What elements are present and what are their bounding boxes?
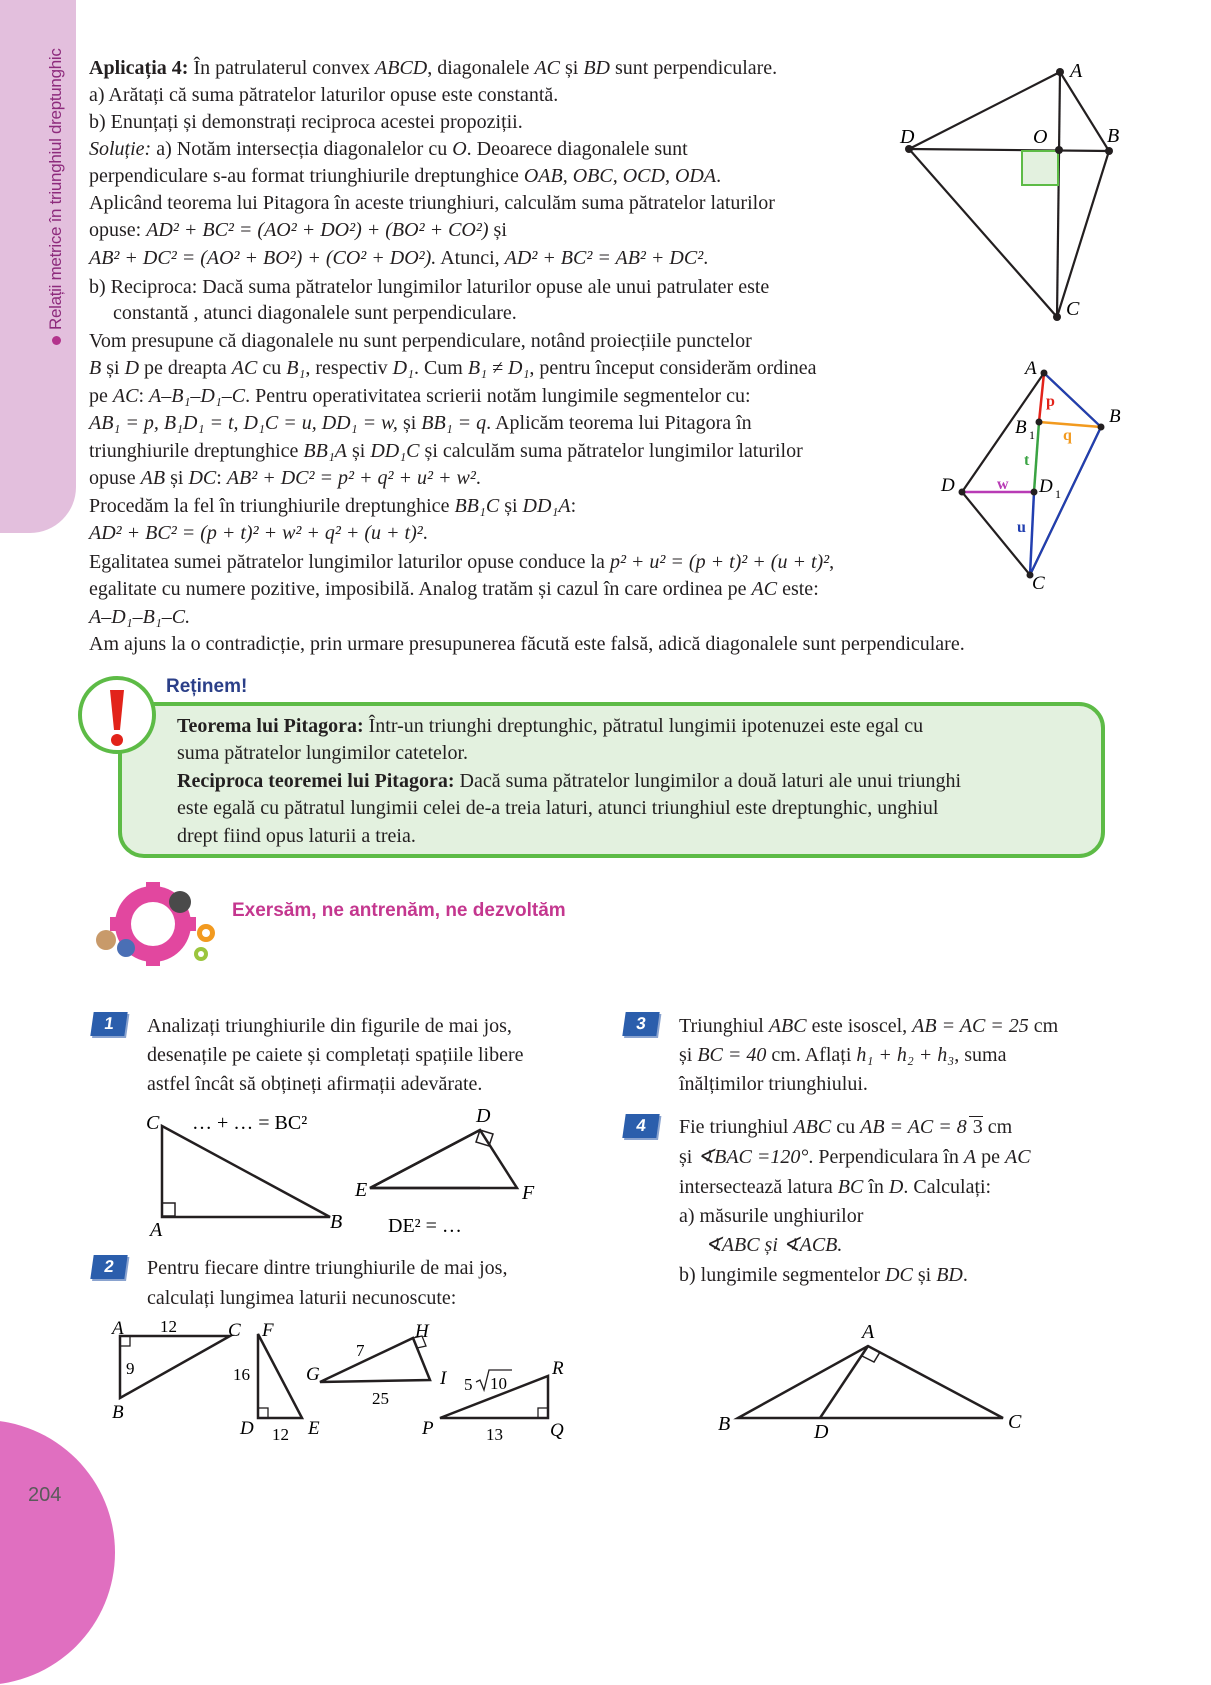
exercise-3-text: și BC = 40 cm. Aflați h₁ + h₂ + h₃, suma	[679, 1044, 1007, 1066]
label-d1: D	[1039, 476, 1053, 497]
text-line: pe AC: A–B₁–D₁–C. Pentru operativitatea scrierii notăm lungimile segmentelor cu:	[89, 385, 751, 407]
exercise-number-badge: 1	[90, 1012, 127, 1036]
side-length: 12	[272, 1425, 289, 1444]
label-c: C	[1008, 1411, 1022, 1433]
point-d	[959, 489, 966, 496]
label-u: u	[1017, 519, 1026, 536]
label-i: I	[440, 1368, 447, 1389]
text-line: a) Arătați că suma pătratelor laturilor opuse este constantă.	[89, 84, 559, 106]
exercise-2-text: calculați lungimea laturii necunoscute:	[147, 1287, 457, 1309]
exercise-3-text: Triunghiul ABC este isoscel, AB = AC = 25 cm	[679, 1015, 1059, 1037]
exercise-4-text: a) măsurile unghiurilor	[679, 1205, 864, 1227]
text-line: perpendiculare s-au format triunghiurile dreptunghice OAB, OBC, OCD, ODA.	[89, 165, 722, 187]
label-t: t	[1024, 452, 1030, 469]
segment-ad	[820, 1346, 868, 1418]
triangle-def	[370, 1130, 517, 1188]
triangle-def	[258, 1334, 302, 1418]
label-d1-sub: 1	[1055, 487, 1061, 501]
label-a: A	[112, 1318, 124, 1339]
retinem-line: suma pătratelor lungimilor catetelor.	[177, 742, 469, 764]
exercise-number-badge: 2	[90, 1255, 127, 1279]
point-b1	[1036, 419, 1043, 426]
text-line: Aplicând teorema lui Pitagora în aceste triunghiuri, calculăm suma pătratelor laturilor	[89, 192, 775, 214]
diagonal-ac	[1057, 72, 1060, 317]
exercise-4-figure	[710, 1318, 1040, 1448]
exercises-title: Exersăm, ne antrenăm, ne dezvoltăm	[232, 900, 566, 921]
side-length: 13	[486, 1425, 503, 1444]
label-a: A	[150, 1219, 163, 1241]
quadrilateral-abcd	[909, 72, 1109, 317]
exclamation-glyph	[82, 680, 152, 750]
text-line: Soluție: a) Notăm intersecția diagonalelor cu O. Deoarece diagonalele sunt	[89, 138, 688, 160]
text-line: constantă , atunci diagonalele sunt perpendiculare.	[113, 302, 517, 324]
label-o: O	[1033, 126, 1048, 148]
label-w: w	[997, 476, 1009, 493]
text-line: Procedăm la fel în triunghiurile dreptunghice BB₁C și DD₁A:	[89, 495, 577, 517]
label-b: B	[718, 1413, 731, 1435]
exercise-1-figure-def	[340, 1102, 560, 1212]
label-e: E	[308, 1418, 320, 1439]
exercise-1-text: Analizați triunghiurile din figurile de mai jos,	[147, 1015, 512, 1037]
point-o	[1055, 146, 1063, 154]
text-line: Am ajuns la o contradicție, prin urmare presupunerea făcută este falsă, adică diagonalele sunt perpendiculare.	[89, 633, 965, 655]
side-bc	[1030, 427, 1101, 575]
corner-decoration	[0, 1420, 115, 1685]
page-number: 204	[28, 1484, 62, 1506]
text-line: b) Reciproca: Dacă suma pătratelor lungimilor laturilor opuse ale unui patrulater este	[89, 276, 770, 298]
right-angle-mark	[162, 1203, 175, 1216]
text-line: AB² + DC² = (AO² + BO²) + (CO² + DO²). Atunci, AD² + BC² = AB² + DC².	[89, 247, 709, 269]
equation-1: … + … = BC²	[192, 1112, 308, 1134]
label-d: D	[476, 1105, 491, 1127]
text-line: AB₁ = p, B₁D₁ = t, D₁C = u, DD₁ = w, și BB₁ = q. Aplicăm teorema lui Pitagora în	[89, 412, 752, 434]
label-d: D	[814, 1421, 829, 1443]
exercise-1-text: astfel încât să obțineți afirmații adevărate.	[147, 1073, 483, 1095]
label-r: R	[552, 1358, 564, 1379]
exercise-4-text: Fie triunghiul ABC cu AB = AC = 8 3 cm	[679, 1116, 1013, 1138]
side-length: 16	[233, 1365, 250, 1384]
retinem-line: Reciproca teoremei lui Pitagora: Dacă suma pătratelor lungimilor a două laturi ale unui triunghi	[177, 770, 962, 792]
label-f: F	[522, 1182, 535, 1204]
text-line: b) Enunțați și demonstrați reciproca acestei propoziții.	[89, 111, 523, 133]
label-q: q	[1063, 427, 1072, 444]
label-h: H	[415, 1321, 429, 1342]
label-c: C	[146, 1112, 160, 1134]
exercise-4-text: ∢ABC și ∢ACB.	[705, 1234, 843, 1256]
side-length: 9	[126, 1359, 135, 1378]
label-e: E	[355, 1179, 368, 1201]
label-b: B	[112, 1402, 124, 1423]
label-a: A	[1025, 358, 1037, 379]
exclamation-icon	[78, 676, 156, 754]
gears-icon	[88, 882, 228, 982]
exercise-4-text: intersectează latura BC în D. Calculați:	[679, 1176, 992, 1198]
label-p: P	[422, 1418, 434, 1439]
exercise-number-badge: 4	[622, 1114, 659, 1138]
quadrilateral-figure-1	[890, 55, 1140, 330]
label-p: p	[1046, 393, 1055, 410]
right-angle-mark	[1022, 151, 1058, 185]
label-q: Q	[550, 1420, 564, 1441]
label-c: C	[228, 1320, 241, 1341]
label-a: A	[862, 1321, 875, 1343]
text-line: A–D₁–B₁–C.	[89, 606, 191, 628]
exercise-3-text: înălțimilor triunghiului.	[679, 1073, 868, 1095]
label-b: B	[330, 1211, 343, 1233]
label-b1-sub: 1	[1029, 428, 1035, 442]
diagonal-bd	[909, 149, 1109, 151]
equation-2: DE² = …	[388, 1215, 462, 1237]
label-b: B	[1109, 406, 1121, 427]
segment-u	[1030, 492, 1034, 575]
triangle-abc	[162, 1126, 330, 1217]
label-d: D	[900, 126, 915, 148]
label-d: D	[941, 475, 955, 496]
radicand: 10	[490, 1374, 507, 1393]
text-line: opuse: AD² + BC² = (AO² + DO²) + (BO² + CO²) și	[89, 219, 507, 241]
side-length: 7	[356, 1341, 365, 1360]
label-g: G	[306, 1364, 320, 1385]
label-c: C	[1032, 573, 1045, 594]
retinem-title: Reținem!	[166, 676, 248, 697]
point-d1	[1031, 489, 1038, 496]
label-a: A	[1070, 60, 1083, 82]
exercise-number-badge: 3	[622, 1012, 659, 1036]
right-angle-mark	[538, 1408, 548, 1418]
side-length: 12	[160, 1317, 177, 1336]
text-line: egalitate cu numere pozitive, imposibilă. Analog tratăm și cazul în care ordinea pe AC este:	[89, 578, 819, 600]
bullet-icon	[52, 336, 61, 345]
side-length: 25	[372, 1389, 389, 1408]
point-c	[1053, 313, 1061, 321]
retinem-line: Teorema lui Pitagora: Într-un triunghi dreptunghic, pătratul lungimii ipotenuzei este egal cu	[177, 715, 924, 737]
label-d: D	[240, 1418, 254, 1439]
triangle-abc	[738, 1346, 1003, 1418]
exercise-1-text: desenațile pe caiete și completați spațiile libere	[147, 1044, 524, 1066]
exercise-2-figures	[100, 1312, 580, 1452]
text-line: triunghiurile dreptunghice BB₁A și DD₁C și calculăm suma pătratelor lungimilor laturilor	[89, 440, 803, 462]
text-line: Vom presupune că diagonalele nu sunt perpendiculare, notând proiecțiile punctelor	[89, 330, 752, 352]
text-line: opuse AB și DC: AB² + DC² = p² + q² + u² + w².	[89, 467, 481, 489]
side-length: 5	[464, 1375, 473, 1394]
point-b	[1098, 424, 1105, 431]
label-c: C	[1066, 298, 1080, 320]
right-angle-mark	[258, 1408, 268, 1418]
retinem-line: este egală cu pătratul lungimii celei de-a treia laturi, atunci triunghiul este dreptunghic, unghiul	[177, 797, 939, 819]
label-f: F	[262, 1320, 274, 1341]
text-line: AD² + BC² = (p + t)² + w² + q² + (u + t)².	[89, 522, 428, 544]
text-line: B și D pe dreapta AC cu B₁, respectiv D₁. Cum B₁ ≠ D₁, pentru început considerăm ordinea	[89, 357, 817, 379]
label-b: B	[1107, 125, 1120, 147]
text-line: Aplicația 4: În patrulaterul convex ABCD, diagonalele AC și BD sunt perpendiculare.	[89, 57, 778, 79]
label-b1: B	[1015, 417, 1027, 438]
triangle-abc	[120, 1336, 230, 1398]
point-a	[1056, 68, 1064, 76]
exercise-2-text: Pentru fiecare dintre triunghiurile de mai jos,	[147, 1257, 508, 1279]
radical-sign: 3	[969, 1116, 983, 1137]
retinem-line: drept fiind opus laturii a treia.	[177, 825, 416, 847]
quadrilateral-figure-2	[935, 355, 1135, 600]
exercise-4-text: b) lungimile segmentelor DC și BD.	[679, 1264, 968, 1286]
triangle-ghi	[320, 1338, 430, 1382]
text-line: Egalitatea sumei pătratelor lungimilor laturilor opuse conduce la p² + u² = (p + t)² + (u + t)²,	[89, 551, 835, 573]
chapter-title: Relații metrice în triunghiul dreptunghic	[46, 48, 66, 345]
exercise-4-text: și ∢BAC =120°. Perpendiculara în A pe AC	[679, 1146, 1031, 1168]
point-a	[1041, 370, 1048, 377]
point-b	[1105, 147, 1113, 155]
